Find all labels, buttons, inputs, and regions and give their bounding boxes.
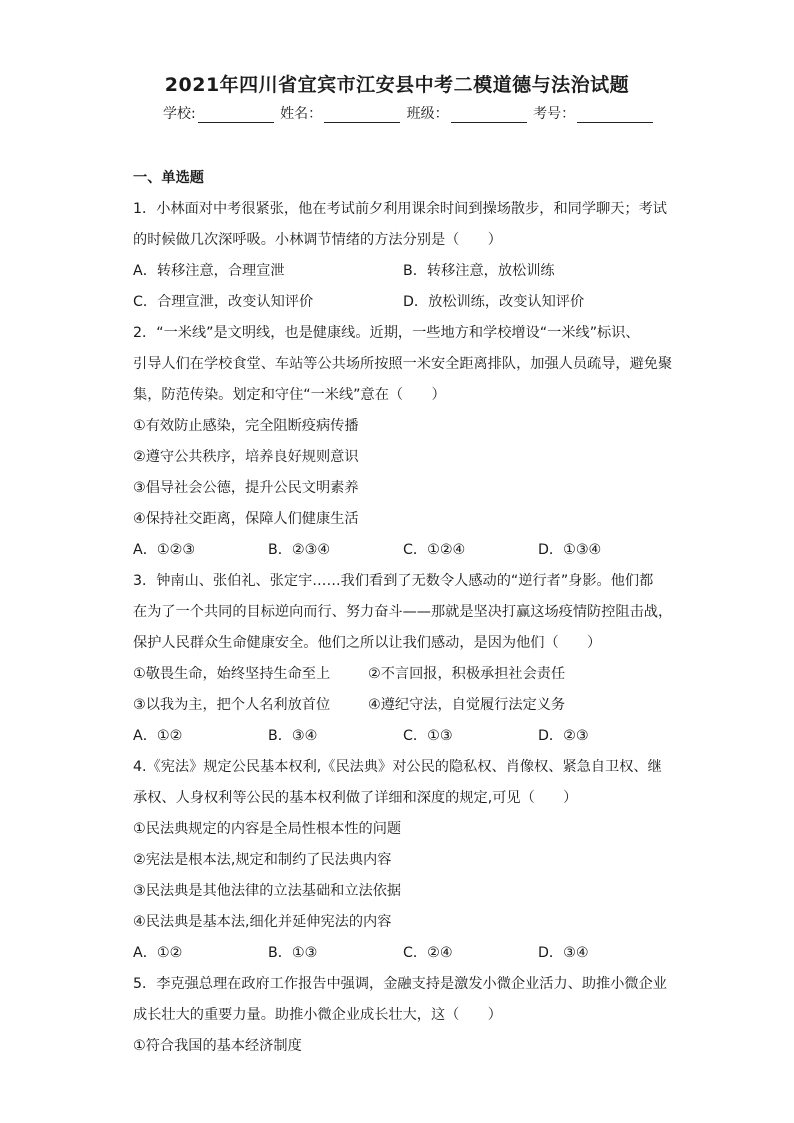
option-a[interactable]: A．①② xyxy=(133,728,183,744)
option-d[interactable]: D．③④ xyxy=(538,945,589,961)
statement-item: ①有效防止感染，完全阻断疫病传播 xyxy=(133,418,359,434)
question-stem-line: 的时候做几次深呼吸。小林调节情绪的方法分别是（ ） xyxy=(133,232,502,248)
option-b[interactable]: B．②③④ xyxy=(268,542,331,558)
exam-number-blank[interactable] xyxy=(577,108,653,123)
name-blank[interactable] xyxy=(324,108,400,123)
question-4 xyxy=(133,752,673,969)
option-d[interactable]: D．②③ xyxy=(538,728,589,744)
question-stem-line: 引导人们在学校食堂、车站等公共场所按照一米安全距离排队，加强人员疏导，避免聚 xyxy=(133,356,673,372)
statement-item: ②不言回报，积极承担社会责任 xyxy=(368,666,566,682)
option-b[interactable]: B．①③ xyxy=(268,945,318,961)
statement-item: ④遵纪守法，自觉履行法定义务 xyxy=(368,697,566,713)
option-a[interactable]: A．①② xyxy=(133,945,183,961)
question-3 xyxy=(133,566,673,752)
question-stem-line: 在为了一个共同的目标逆向而行、努力奋斗——那就是坚决打赢这场疫情防控阻击战， xyxy=(133,604,673,620)
statement-item: ③倡导社会公德，提升公民文明素养 xyxy=(133,480,359,496)
option-d[interactable]: D．放松训练，改变认知评价 xyxy=(403,294,585,310)
option-a[interactable]: A．转移注意，合理宣泄 xyxy=(133,263,285,279)
option-c[interactable]: C．①③ xyxy=(403,728,453,744)
statement-item: ②宪法是根本法,规定和制约了民法典内容 xyxy=(133,852,392,868)
option-b[interactable]: B．转移注意，放松训练 xyxy=(403,263,555,279)
option-a[interactable]: A．①②③ xyxy=(133,542,196,558)
option-row xyxy=(133,256,673,287)
question-stem-line: 1．小林面对中考很紧张，他在考试前夕利用课余时间到操场散步，和同学聊天；考试 xyxy=(133,201,667,217)
statement-item: ①民法典规定的内容是全局性根本性的问题 xyxy=(133,821,402,837)
exam-number-label: 考号： xyxy=(533,106,576,122)
section-heading: 一、单选题 xyxy=(133,170,204,186)
page-title: 2021年四川省宜宾市江安县中考二模道德与法治试题 xyxy=(164,74,630,96)
question-1 xyxy=(133,194,673,318)
option-d[interactable]: D．①③④ xyxy=(538,542,602,558)
option-row xyxy=(133,721,673,752)
statement-row xyxy=(133,659,673,690)
statement-item: ④保持社交距离，保障人们健康生活 xyxy=(133,511,359,527)
school-label: 学校: xyxy=(163,106,196,122)
question-stem-line: 承权、人身权利等公民的基本权利做了详细和深度的规定,可见（ ） xyxy=(133,790,578,806)
name-label: 姓名： xyxy=(280,106,323,122)
class-label: 班级： xyxy=(406,106,449,122)
statement-item: ④民法典是基本法,细化并延伸宪法的内容 xyxy=(133,914,392,930)
question-2 xyxy=(133,318,673,566)
class-blank[interactable] xyxy=(451,108,527,123)
school-blank[interactable] xyxy=(198,108,274,123)
statement-row xyxy=(133,690,673,721)
statement-item: ①符合我国的基本经济制度 xyxy=(133,1038,302,1054)
option-b[interactable]: B．③④ xyxy=(268,728,318,744)
statement-item: ③民法典是其他法律的立法基础和立法依据 xyxy=(133,883,402,899)
question-stem-line: 4.《宪法》规定公民基本权利,《民法典》对公民的隐私权、肖像权、紧急自卫权、继 xyxy=(133,759,662,775)
question-stem-line: 3．钟南山、张伯礼、张定宇……我们看到了无数令人感动的“逆行者”身影。他们都 xyxy=(133,573,654,589)
option-c[interactable]: C．②④ xyxy=(403,945,453,961)
question-stem-line: 保护人民群众生命健康安全。他们之所以让我们感动，是因为他们（ ） xyxy=(133,635,602,651)
statement-item: ③以我为主，把个人名利放首位 xyxy=(133,697,331,713)
question-content xyxy=(133,163,673,1062)
question-stem-line: 成长壮大的重要力量。助推小微企业成长壮大，这（ ） xyxy=(133,1007,502,1023)
option-row xyxy=(133,938,673,969)
question-stem-line: 集，防范传染。划定和守住“一米线”意在（ ） xyxy=(133,387,446,403)
statement-item: ①敬畏生命，始终坚持生命至上 xyxy=(133,666,331,682)
statement-item: ②遵守公共秩序，培养良好规则意识 xyxy=(133,449,359,465)
option-c[interactable]: C．合理宣泄，改变认知评价 xyxy=(133,294,314,310)
student-info-line xyxy=(163,103,655,123)
option-row xyxy=(133,535,673,566)
option-c[interactable]: C．①②④ xyxy=(403,542,466,558)
question-5 xyxy=(133,969,673,1062)
question-stem-line: 2．“一米线”是文明线，也是健康线。近期，一些地方和学校增设“一米线”标识、 xyxy=(133,325,640,341)
question-stem-line: 5．李克强总理在政府工作报告中强调，金融支持是激发小微企业活力、助推小微企业 xyxy=(133,976,667,992)
option-row xyxy=(133,287,673,318)
